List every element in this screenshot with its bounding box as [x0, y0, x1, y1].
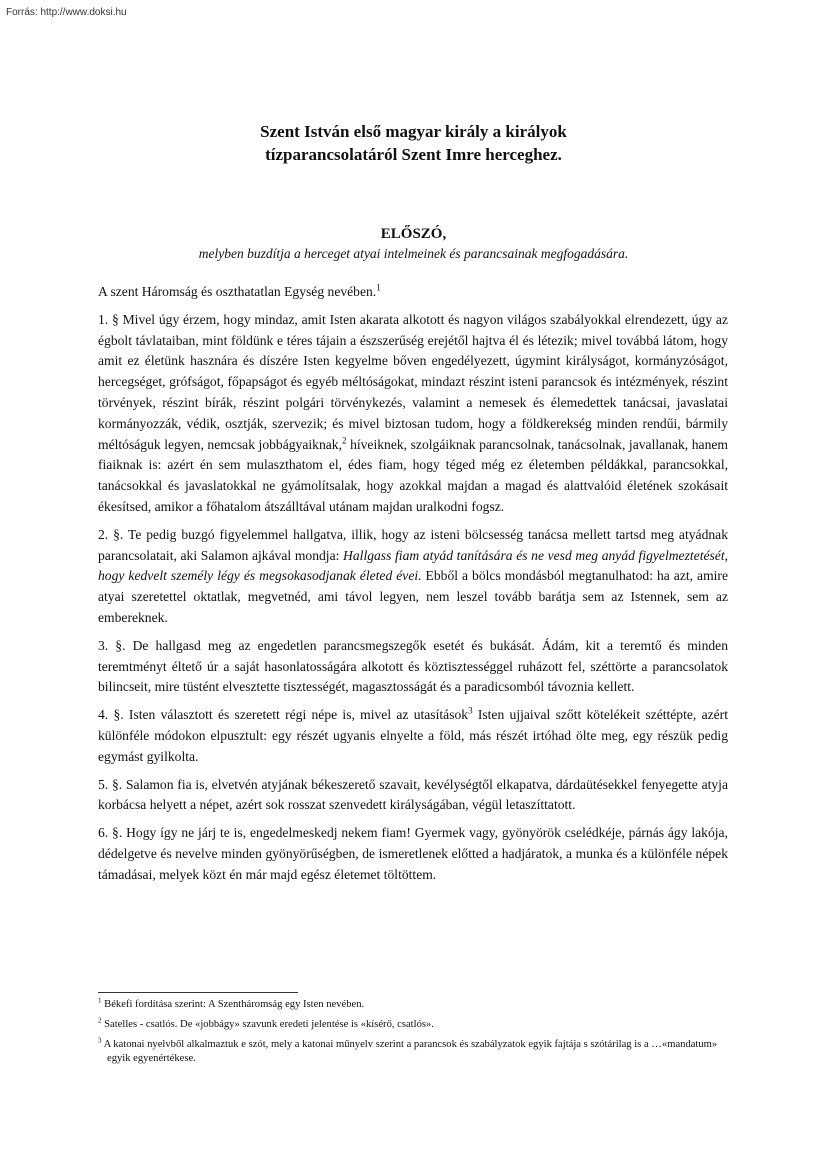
paragraph-6: 6. §. Hogy így ne járj te is, engedelmeskedj nekem fiam! Gyermek vagy, gyönyörök cselédkéje, párnás ágy lakója, dédelgetve és nevelve minden gyönyörűségben, de ismeretlenek előtted a hadjáratok, a munka és a különféle népek támadásai, melyek közt én már majd egész életemet töltöttem.: [98, 825, 728, 882]
footnote-1: $^1$ Békefi fordítása szerint: A Szentháromság egy Isten nevében.: [98, 996, 365, 1010]
body-text: [98, 282, 728, 893]
section-subheading: melyben buzdítja a herceget atyai intelmeinek és parancsainak megfogadására.: [198, 246, 629, 261]
paragraph-5: 5. §. Salamon fia is, elvetvén atyjának békeszerető szavait, kevélységtől elkapatva, dárdaütésekkel fenyegette atyja korbácsa helyett a népet, azért sok rosszat szenvedett királyságában, végül letaszíttatott.: [98, 776, 728, 813]
footnote-ref-1[interactable]: 1: [376, 282, 381, 293]
footnote-3: $^3$ A katonai nyelvből alkalmaztuk e szót, mely a katonai műnyelv szerint a parancsok és szabályzatok egyik fajtája s szótárilag is a …«mandatum» egyik egyenértékese.: [98, 1036, 718, 1064]
footnote-ref-2[interactable]: 2: [342, 435, 347, 446]
paragraph-3: 3. §. De hallgasd meg az engedetlen parancsmegszegők esetét és bukását. Ádám, kit a teremtő és minden teremtményt éltető úr a saját hasonlatosságára alkotott és köztisztességgel ruházott fel, széttörte a parancsolatok bilincseit, mire tüstént elvesztette tisztességét, magasztosságát és a paradicsomból távoznia kellett.: [98, 637, 728, 695]
section-heading: ELŐSZÓ,: [380, 226, 447, 242]
source-url: Forrás: http://www.doksi.hu: [6, 7, 127, 18]
title-line-2: tízparancsolatáról Szent Imre herceghez.: [265, 145, 562, 164]
footnote-2: $^2$ Satelles - csatlós. De «jobbágy» szavunk eredeti jelentése is «kísérő, csatlós».: [98, 1016, 434, 1030]
footnotes: [98, 998, 728, 1072]
footnote-divider: [98, 992, 298, 993]
title-line-1: Szent István első magyar király a királyok: [260, 122, 567, 141]
paragraph-1: 1. § Mivel úgy érzem, hogy mindaz, amit Isten akarata alkotott és nagyon világos szabályokkal elrendezett, úgy az égbolt távlataiban, mint földünk e téres tájain a észszerűség erejétől hajtva él és létezik; mivel továbbá látom, hogy amit ez életünk hasznára és díszére Isten kegyelme bőven engedélyezett, úgymint királyságot, kormányzóságot, hercegséget, grófságot, főpapságot és egyéb méltóságokat, mindazt részint isteni parancsok és intézmények, részint törvények, részint bírák, részint polgári törvénykezés, valamint a nemesek és élemedettek tanácsai, javaslatai kormányozzák, védik, osztják, szervezik; és mivel biztosan tudom, hogy a földkerekség minden rendűi, bármily méltóságuk legyen, nemcsak jobbágyaiknak,$^2$ híveiknek, szolgáiknak parancsolnak, tanácsolnak, javallanak, hanem fiaiknak is: azért én sem mulaszthatom el, édes fiam, hogy téged még ez életemben példákkal, parancsokkal, tanácsokkal és javaslatokkal ne gyámolítsalak, hogy azokkal majdan a magad és alattvalóid életének szokásait ékesítsed, amikor a főhatalom átszálltával utánam majdan uralkodni fogsz.: [98, 311, 728, 514]
paragraph-2: 2. §. Te pedig buzgó figyelemmel hallgatva, illik, hogy az isteni bölcsesség tanácsa mellett tartsd meg atyádnak parancsolatait, aki Salamon ajkával mondja: Hallgass fiam atyád tanítására és ne vesd meg anyád figyelmeztetését, hogy kedvelt személy légy és megsokasodjanak életed évei. Ebből a bölcs mondásból megtanulhatod: ha azt, amire atyai szeretettel oktatlak, megvetnéd, ami távol legyen, nem leszel tovább barátja sem az Istennek, sem az embereknek.: [98, 526, 728, 625]
footnote-ref-3[interactable]: 3: [468, 705, 473, 716]
document-title: [0, 120, 827, 166]
paragraph-4: 4. §. Isten választott és szeretett régi népe is, mivel az utasítások$^3$ Isten ujjaival szőtt kötelékeit széttépte, azért különféle módokon elpusztult: egy részét ugyanis elnyelte a föld, más részét irtóhad ölte meg, egy részük pedig egymást gyilkolta.: [98, 705, 728, 764]
biblical-quote: Hallgass fiam atyád tanítására és ne vesd meg anyád figyelmeztetését, hogy kedvelt személy légy és megsokasodjanak életed évei.: [98, 547, 728, 584]
paragraph-invocation: A szent Háromság és oszthatatlan Egység nevében.$^1$: [98, 282, 381, 299]
